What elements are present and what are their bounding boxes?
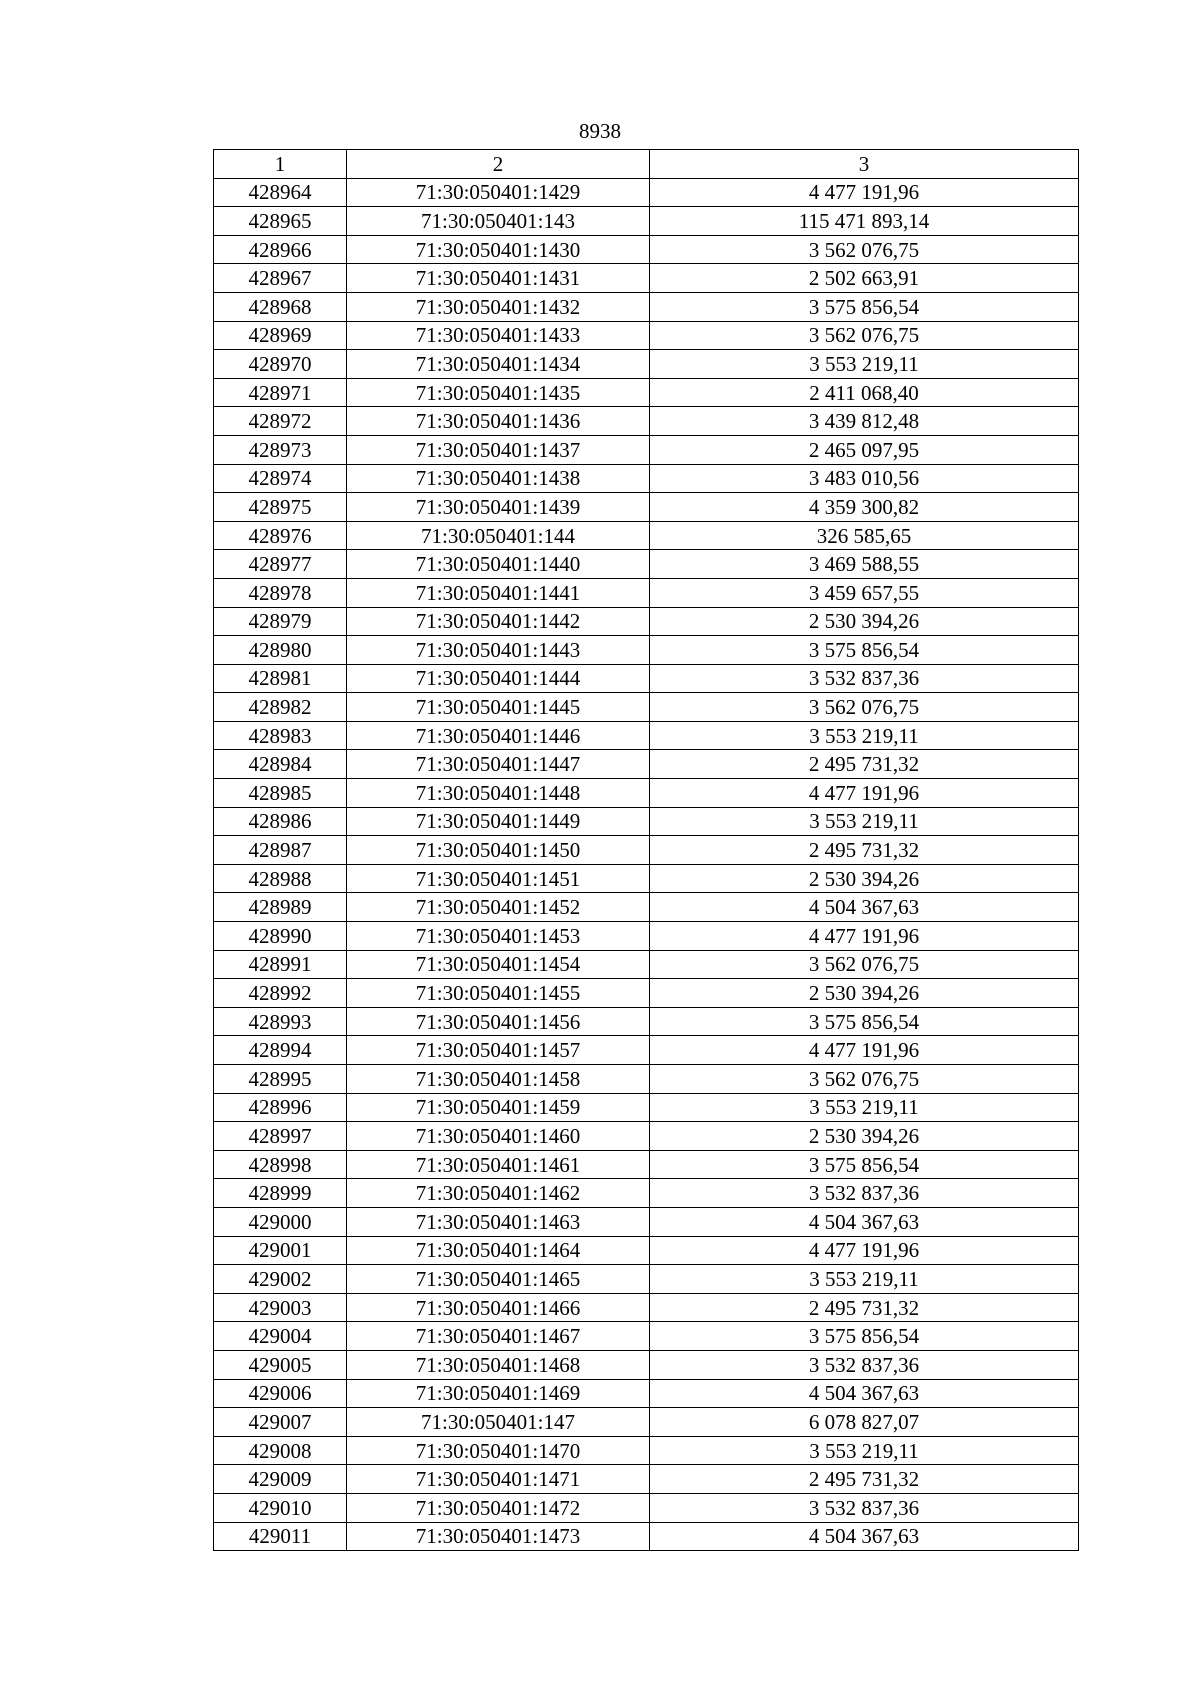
row-number-cell: 429011: [214, 1522, 347, 1551]
value-cell: 3 553 219,11: [650, 807, 1079, 836]
cadastral-number-cell: 71:30:050401:1452: [347, 893, 650, 922]
value-cell: 3 562 076,75: [650, 693, 1079, 722]
table-row: [214, 1207, 1079, 1236]
value-cell: 115 471 893,14: [650, 207, 1079, 236]
row-number-cell: 428967: [214, 264, 347, 293]
value-cell: 4 477 191,96: [650, 1036, 1079, 1065]
column-header-1: 1: [214, 150, 347, 179]
cadastral-number-cell: 71:30:050401:1445: [347, 693, 650, 722]
cadastral-number-cell: 71:30:050401:1435: [347, 378, 650, 407]
value-cell: 4 477 191,96: [650, 779, 1079, 808]
row-number-cell: 428966: [214, 235, 347, 264]
cadastral-number-cell: 71:30:050401:1441: [347, 578, 650, 607]
row-number-cell: 428983: [214, 721, 347, 750]
table-row: [214, 207, 1079, 236]
table-row: [214, 836, 1079, 865]
table-row: [214, 264, 1079, 293]
table-row: [214, 1436, 1079, 1465]
cadastral-number-cell: 71:30:050401:1444: [347, 664, 650, 693]
row-number-cell: 428984: [214, 750, 347, 779]
table-row: [214, 950, 1079, 979]
cadastral-number-cell: 71:30:050401:1458: [347, 1065, 650, 1094]
cadastral-number-cell: 71:30:050401:143: [347, 207, 650, 236]
value-cell: 3 439 812,48: [650, 407, 1079, 436]
row-number-cell: 428978: [214, 578, 347, 607]
page-number: 8938: [579, 119, 621, 143]
value-cell: 3 483 010,56: [650, 464, 1079, 493]
cadastral-number-cell: 71:30:050401:1457: [347, 1036, 650, 1065]
table-row: [214, 1093, 1079, 1122]
row-number-cell: 428972: [214, 407, 347, 436]
value-cell: 3 532 837,36: [650, 664, 1079, 693]
value-cell: 3 553 219,11: [650, 1265, 1079, 1294]
table-row: [214, 1408, 1079, 1437]
cadastral-number-cell: 71:30:050401:1442: [347, 607, 650, 636]
row-number-cell: 428975: [214, 493, 347, 522]
table-row: [214, 1036, 1079, 1065]
value-cell: 3 553 219,11: [650, 1093, 1079, 1122]
cadastral-number-cell: 71:30:050401:1455: [347, 979, 650, 1008]
cadastral-number-cell: 71:30:050401:1450: [347, 836, 650, 865]
row-number-cell: 428973: [214, 435, 347, 464]
cadastral-number-cell: 71:30:050401:1464: [347, 1236, 650, 1265]
value-cell: 2 495 731,32: [650, 750, 1079, 779]
row-number-cell: 428996: [214, 1093, 347, 1122]
cadastral-number-cell: 71:30:050401:1433: [347, 321, 650, 350]
value-cell: 2 411 068,40: [650, 378, 1079, 407]
row-number-cell: 429005: [214, 1350, 347, 1379]
table-row: [214, 1065, 1079, 1094]
cadastral-number-cell: 71:30:050401:1470: [347, 1436, 650, 1465]
row-number-cell: 428992: [214, 979, 347, 1008]
row-number-cell: 428968: [214, 292, 347, 321]
value-cell: 3 575 856,54: [650, 292, 1079, 321]
row-number-cell: 428994: [214, 1036, 347, 1065]
value-cell: 326 585,65: [650, 521, 1079, 550]
row-number-cell: 428995: [214, 1065, 347, 1094]
table-row: [214, 550, 1079, 579]
row-number-cell: 428980: [214, 636, 347, 665]
cadastral-number-cell: 71:30:050401:1454: [347, 950, 650, 979]
value-cell: 3 553 219,11: [650, 1436, 1079, 1465]
cadastral-number-cell: 71:30:050401:1437: [347, 435, 650, 464]
value-cell: 3 575 856,54: [650, 636, 1079, 665]
table-row: [214, 1493, 1079, 1522]
table-row: [214, 779, 1079, 808]
row-number-cell: 429009: [214, 1465, 347, 1494]
row-number-cell: 428993: [214, 1007, 347, 1036]
row-number-cell: 428979: [214, 607, 347, 636]
table-row: [214, 1465, 1079, 1494]
row-number-cell: 429006: [214, 1379, 347, 1408]
row-number-cell: 428981: [214, 664, 347, 693]
value-cell: 4 504 367,63: [650, 1207, 1079, 1236]
cadastral-number-cell: 71:30:050401:1462: [347, 1179, 650, 1208]
table-row: [214, 521, 1079, 550]
value-cell: 3 562 076,75: [650, 321, 1079, 350]
value-cell: 3 575 856,54: [650, 1150, 1079, 1179]
data-table: [213, 149, 1079, 1551]
table-row: [214, 979, 1079, 1008]
table-row: [214, 578, 1079, 607]
value-cell: 2 465 097,95: [650, 435, 1079, 464]
cadastral-number-cell: 71:30:050401:1447: [347, 750, 650, 779]
value-cell: 4 504 367,63: [650, 893, 1079, 922]
value-cell: 4 359 300,82: [650, 493, 1079, 522]
table-row: [214, 893, 1079, 922]
value-cell: 4 504 367,63: [650, 1379, 1079, 1408]
value-cell: 3 469 588,55: [650, 550, 1079, 579]
row-number-cell: 429001: [214, 1236, 347, 1265]
cadastral-number-cell: 71:30:050401:1472: [347, 1493, 650, 1522]
cadastral-number-cell: 71:30:050401:1453: [347, 922, 650, 951]
value-cell: 2 530 394,26: [650, 1122, 1079, 1151]
cadastral-number-cell: 71:30:050401:1468: [347, 1350, 650, 1379]
cadastral-number-cell: 71:30:050401:1461: [347, 1150, 650, 1179]
table-row: [214, 807, 1079, 836]
value-cell: 3 532 837,36: [650, 1350, 1079, 1379]
cadastral-number-cell: 71:30:050401:1469: [347, 1379, 650, 1408]
row-number-cell: 428982: [214, 693, 347, 722]
row-number-cell: 428997: [214, 1122, 347, 1151]
table-row: [214, 1236, 1079, 1265]
table-row: [214, 1322, 1079, 1351]
cadastral-number-cell: 71:30:050401:1432: [347, 292, 650, 321]
value-cell: 3 553 219,11: [650, 721, 1079, 750]
row-number-cell: 428965: [214, 207, 347, 236]
row-number-cell: 429000: [214, 1207, 347, 1236]
row-number-cell: 428999: [214, 1179, 347, 1208]
value-cell: 2 495 731,32: [650, 1293, 1079, 1322]
row-number-cell: 428986: [214, 807, 347, 836]
table-row: [214, 721, 1079, 750]
cadastral-number-cell: 71:30:050401:1446: [347, 721, 650, 750]
value-cell: 3 575 856,54: [650, 1007, 1079, 1036]
table-row: [214, 321, 1079, 350]
row-number-cell: 429007: [214, 1408, 347, 1437]
cadastral-number-cell: 71:30:050401:1439: [347, 493, 650, 522]
table-row: [214, 435, 1079, 464]
table-row: [214, 292, 1079, 321]
table-row: [214, 378, 1079, 407]
row-number-cell: 428971: [214, 378, 347, 407]
table-row: [214, 464, 1079, 493]
value-cell: 2 502 663,91: [650, 264, 1079, 293]
cadastral-number-cell: 71:30:050401:1449: [347, 807, 650, 836]
column-header-3: 3: [650, 150, 1079, 179]
cadastral-number-cell: 71:30:050401:1465: [347, 1265, 650, 1294]
row-number-cell: 429003: [214, 1293, 347, 1322]
table-row: [214, 864, 1079, 893]
value-cell: 6 078 827,07: [650, 1408, 1079, 1437]
cadastral-number-cell: 71:30:050401:1438: [347, 464, 650, 493]
table-row: [214, 1179, 1079, 1208]
table-body: [214, 178, 1079, 1551]
cadastral-number-cell: 71:30:050401:1443: [347, 636, 650, 665]
cadastral-number-cell: 71:30:050401:1431: [347, 264, 650, 293]
table-row: [214, 607, 1079, 636]
row-number-cell: 428974: [214, 464, 347, 493]
value-cell: 4 504 367,63: [650, 1522, 1079, 1551]
value-cell: 3 532 837,36: [650, 1493, 1079, 1522]
value-cell: 3 459 657,55: [650, 578, 1079, 607]
value-cell: 4 477 191,96: [650, 1236, 1079, 1265]
cadastral-number-cell: 71:30:050401:1473: [347, 1522, 650, 1551]
value-cell: 3 532 837,36: [650, 1179, 1079, 1208]
cadastral-number-cell: 71:30:050401:1459: [347, 1093, 650, 1122]
row-number-cell: 428977: [214, 550, 347, 579]
cadastral-number-cell: 71:30:050401:1448: [347, 779, 650, 808]
cadastral-number-cell: 71:30:050401:1434: [347, 350, 650, 379]
value-cell: 3 562 076,75: [650, 1065, 1079, 1094]
cadastral-number-cell: 71:30:050401:1471: [347, 1465, 650, 1494]
value-cell: 3 562 076,75: [650, 950, 1079, 979]
table-row: [214, 664, 1079, 693]
table-row: [214, 1379, 1079, 1408]
value-cell: 4 477 191,96: [650, 922, 1079, 951]
cadastral-number-cell: 71:30:050401:144: [347, 521, 650, 550]
table-row: [214, 1122, 1079, 1151]
cadastral-number-cell: 71:30:050401:1429: [347, 178, 650, 207]
value-cell: 2 530 394,26: [650, 979, 1079, 1008]
table-row: [214, 1522, 1079, 1551]
table-row: [214, 493, 1079, 522]
row-number-cell: 429004: [214, 1322, 347, 1351]
row-number-cell: 428970: [214, 350, 347, 379]
table-row: [214, 1293, 1079, 1322]
table-row: [214, 178, 1079, 207]
table-row: [214, 235, 1079, 264]
row-number-cell: 428988: [214, 864, 347, 893]
table-row: [214, 1007, 1079, 1036]
row-number-cell: 429008: [214, 1436, 347, 1465]
cadastral-number-cell: 71:30:050401:1430: [347, 235, 650, 264]
column-header-2: 2: [347, 150, 650, 179]
cadastral-number-cell: 71:30:050401:1466: [347, 1293, 650, 1322]
value-cell: 2 495 731,32: [650, 1465, 1079, 1494]
row-number-cell: 429010: [214, 1493, 347, 1522]
cadastral-number-cell: 71:30:050401:1460: [347, 1122, 650, 1151]
table-row: [214, 922, 1079, 951]
row-number-cell: 428964: [214, 178, 347, 207]
row-number-cell: 428969: [214, 321, 347, 350]
table-row: [214, 407, 1079, 436]
cadastral-number-cell: 71:30:050401:147: [347, 1408, 650, 1437]
cadastral-number-cell: 71:30:050401:1467: [347, 1322, 650, 1351]
row-number-cell: 428990: [214, 922, 347, 951]
cadastral-number-cell: 71:30:050401:1436: [347, 407, 650, 436]
value-cell: 3 575 856,54: [650, 1322, 1079, 1351]
table-row: [214, 693, 1079, 722]
row-number-cell: 428985: [214, 779, 347, 808]
row-number-cell: 428976: [214, 521, 347, 550]
table-row: [214, 1150, 1079, 1179]
value-cell: 2 495 731,32: [650, 836, 1079, 865]
table-row: [214, 1265, 1079, 1294]
cadastral-number-cell: 71:30:050401:1463: [347, 1207, 650, 1236]
row-number-cell: 428989: [214, 893, 347, 922]
value-cell: 3 562 076,75: [650, 235, 1079, 264]
cadastral-number-cell: 71:30:050401:1456: [347, 1007, 650, 1036]
header-row: [214, 150, 1079, 179]
value-cell: 4 477 191,96: [650, 178, 1079, 207]
row-number-cell: 428991: [214, 950, 347, 979]
value-cell: 2 530 394,26: [650, 864, 1079, 893]
cadastral-number-cell: 71:30:050401:1440: [347, 550, 650, 579]
table-row: [214, 750, 1079, 779]
row-number-cell: 428998: [214, 1150, 347, 1179]
table-row: [214, 636, 1079, 665]
table-row: [214, 1350, 1079, 1379]
value-cell: 2 530 394,26: [650, 607, 1079, 636]
cadastral-number-cell: 71:30:050401:1451: [347, 864, 650, 893]
value-cell: 3 553 219,11: [650, 350, 1079, 379]
table-row: [214, 350, 1079, 379]
row-number-cell: 429002: [214, 1265, 347, 1294]
row-number-cell: 428987: [214, 836, 347, 865]
